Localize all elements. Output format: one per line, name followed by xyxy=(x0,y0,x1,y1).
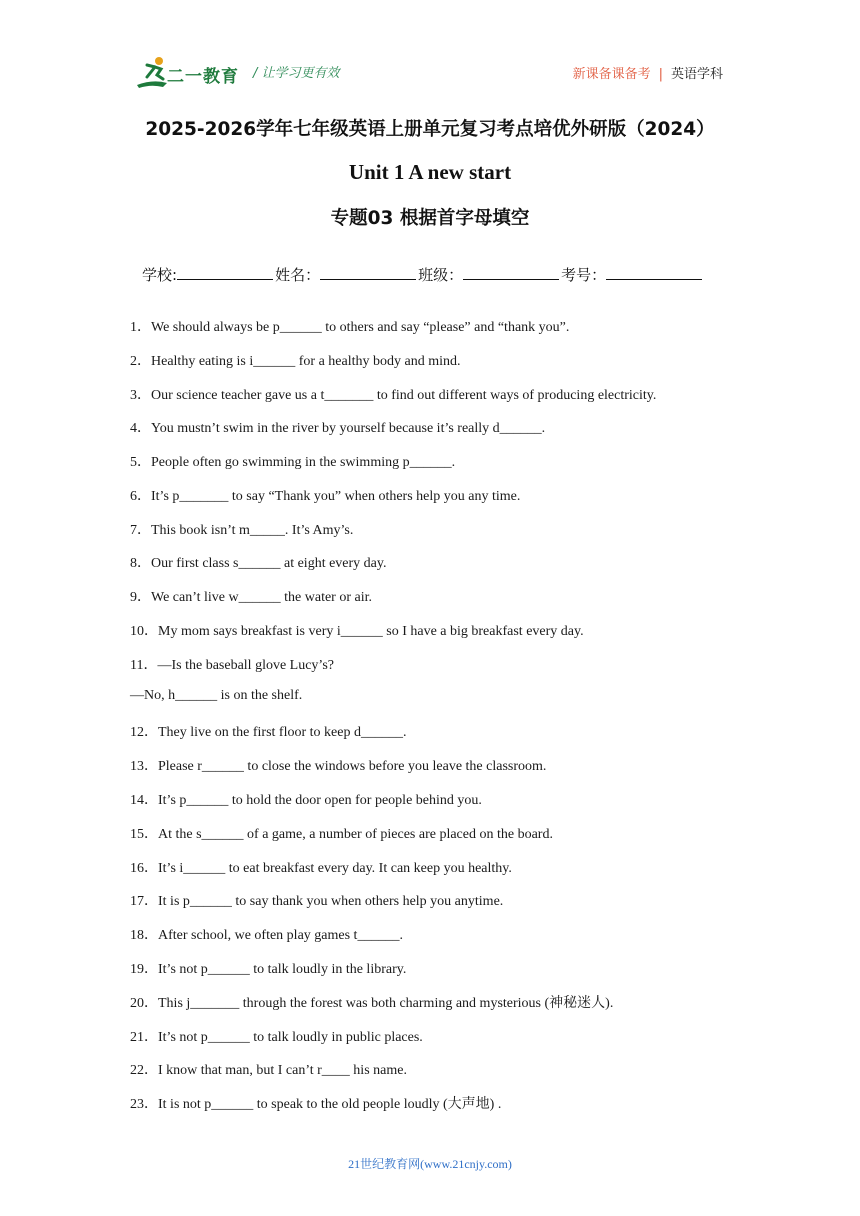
topic-title: 专题03 根据首字母填空 xyxy=(330,208,530,229)
question-item: 11．—Is the baseball glove Lucy’s? xyxy=(130,658,334,673)
question-item: 5．People often go swimming in the swimming p______. xyxy=(130,455,456,470)
logo-text: 二一教育 xyxy=(167,67,239,87)
page-header xyxy=(0,0,860,100)
question-item: 19．It’s not p______ to talk loudly in the library. xyxy=(130,962,407,977)
question-item: 18．After school, we often play games t______. xyxy=(130,928,403,943)
question-item: 13．Please r______ to close the windows before you leave the classroom. xyxy=(130,759,547,774)
question-item: 16．It’s i______ to eat breakfast every day. It can keep you healthy. xyxy=(130,861,512,876)
slogan: / 让学习更有效 xyxy=(253,66,340,81)
unit-title: Unit 1 A new start xyxy=(348,160,512,184)
question-item: 17．It is p______ to say thank you when others help you anytime. xyxy=(130,894,504,909)
class-label: 班级： xyxy=(418,266,464,284)
question-item: 1．We should always be p______ to others and say “please” and “thank you”. xyxy=(130,320,570,335)
header-category: 新课备课备考 xyxy=(572,67,651,82)
number-label: 考号： xyxy=(561,266,607,284)
question-item: 23．It is not p______ to speak to the old people loudly (大声地) . xyxy=(130,1097,502,1112)
document-title: 2025-2026学年七年级英语上册单元复习考点培优外研版（2024） xyxy=(145,119,715,140)
header-separator: | xyxy=(658,67,663,82)
question-item: 15．At the s______ of a game, a number of pieces are placed on the board. xyxy=(130,827,553,842)
question-item: 8．Our first class s______ at eight every day. xyxy=(130,556,387,571)
question-item: 21．It’s not p______ to talk loudly in public places. xyxy=(130,1030,423,1045)
question-item: 22．I know that man, but I can’t r____ his name. xyxy=(130,1063,407,1078)
footer-link[interactable]: 21世纪教育网(www.21cnjy.com) xyxy=(348,1157,512,1171)
name-label: 姓名： xyxy=(275,266,321,284)
header-subject: 英语学科 xyxy=(670,67,723,82)
class-blank[interactable] xyxy=(463,265,559,280)
question-item: 3．Our science teacher gave us a t_______ to find out different ways of producing electricity. xyxy=(130,388,657,403)
question-item: 12．They live on the first floor to keep d______. xyxy=(130,725,407,740)
question-item: 9．We can’t live w______ the water or air. xyxy=(130,590,372,605)
header-right xyxy=(573,63,723,82)
question-item: 4．You mustn’t swim in the river by yourself because it’s really d______. xyxy=(130,421,546,436)
school-blank[interactable] xyxy=(177,265,273,280)
question-item: 7．This book isn’t m_____. It’s Amy’s. xyxy=(130,523,354,538)
question-item: 6．It’s p_______ to say “Thank you” when others help you any time. xyxy=(130,489,521,504)
school-label: 学校: xyxy=(142,266,178,284)
number-blank[interactable] xyxy=(606,265,702,280)
question-item: 2．Healthy eating is i______ for a healthy body and mind. xyxy=(130,354,461,369)
question-item: 10．My mom says breakfast is very i______ so I have a big breakfast every day. xyxy=(130,624,584,639)
student-info-line xyxy=(142,264,704,285)
question-item: 14．It’s p______ to hold the door open for people behind you. xyxy=(130,793,482,808)
question-item: —No, h______ is on the shelf. xyxy=(130,688,303,703)
name-blank[interactable] xyxy=(320,265,416,280)
question-item: 20．This j_______ through the forest was both charming and mysterious (神秘迷人). xyxy=(130,996,614,1011)
